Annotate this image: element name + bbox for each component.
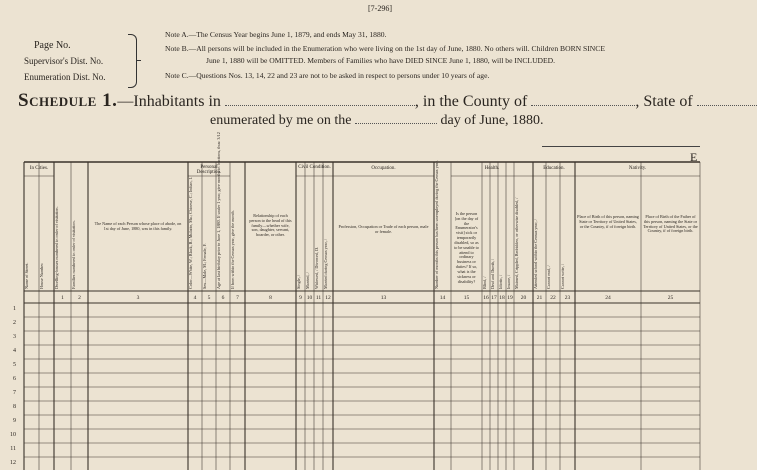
column-number-8: 8 (269, 295, 272, 301)
group-civil: Civil Condition. (298, 165, 331, 170)
row-number-2: 2 (13, 320, 16, 326)
header-maimed: Maimed, Crippled, Bedridden, or otherwise disabled, / (514, 197, 519, 289)
enumerated-text: enumerated by me on the (210, 113, 352, 128)
header-widowed: Widowed, / Divorced, D. (314, 246, 319, 289)
row-number-1: 1 (13, 306, 16, 312)
note-c: Note C.—Questions Nos. 13, 14, 22 and 23 are not to be asked in respect to persons under 10 years of age. (165, 71, 490, 80)
header-school: Attended school within the Census year, / (533, 219, 538, 289)
column-number-24: 24 (605, 295, 611, 301)
column-number-23: 23 (564, 295, 571, 301)
supervisor-dist-label: Supervisor's Dist. No. (24, 56, 104, 66)
header-cannot-write: Cannot write, / (560, 263, 565, 289)
header-relationship: Relationship of each person to the head of this family—whether wife, son, daughter, servant, boarder, or other. (249, 213, 292, 238)
right-fragment: E (690, 150, 698, 164)
day-of-june-text: day of June, 1880. (440, 113, 544, 128)
group-occupation: Occupation. (371, 166, 396, 171)
form-number: [7-296] (368, 4, 392, 13)
column-number-11: 11 (315, 295, 322, 301)
group-health: Health. (484, 166, 500, 171)
schedule-title: Schedule 1. (18, 90, 118, 111)
header-age: Age at last birthday prior to June 1, 1880. If under 1 year, give months in fractions, thus: 3/12 (216, 132, 221, 289)
state-text: , State of (635, 93, 693, 110)
header-name: The Name of each Person whose place of abode, on 1st day of June, 1880, was in this family. (94, 221, 182, 231)
row-number-8: 8 (13, 404, 16, 410)
header-idiotic: Idiotic, / (498, 274, 503, 289)
header-dwelling: Dwelling-houses numbered in order of visitation. (54, 206, 59, 289)
column-number-21: 21 (536, 295, 543, 301)
header-months-unemployed: Number of months this person has been unemployed during the Census year. (434, 160, 439, 289)
row-number-3: 3 (13, 334, 16, 340)
header-street: Name of Street. (24, 262, 29, 289)
header-married: Married, / (305, 272, 310, 289)
row-number-6: 6 (13, 376, 16, 382)
header-sick: Is the person [on the day of the Enumerator's visit] sick or temporarily disabled, so as to be unable to attend to ordinary business or duties? If so, what is the sickness or disability? (454, 211, 479, 284)
column-number-9: 9 (299, 295, 302, 301)
column-number-15: 15 (463, 295, 470, 301)
column-number-2: 2 (78, 295, 81, 301)
note-a: Note A.—The Census Year begins June 1, 1879, and ends May 31, 1880. (165, 30, 387, 39)
note-b-continued: June 1, 1880 will be OMITTED. Members of Families who have DIED SINCE June 1, 1880, will be INCLUDED. (206, 56, 556, 65)
row-number-7: 7 (13, 390, 16, 396)
column-number-17: 17 (491, 295, 497, 301)
header-single: Single, / (296, 275, 301, 289)
column-number-25: 25 (667, 295, 674, 301)
enumeration-dist-label: Enumeration Dist. No. (24, 72, 106, 82)
group-in-cities: In Cities. (29, 166, 49, 171)
inhabitants-text: —Inhabitants in (117, 93, 221, 110)
group-personal: Personal Description. (196, 165, 222, 175)
header-married-year: Married during Census year, / (323, 239, 328, 289)
column-number-6: 6 (221, 295, 225, 301)
header-birth-father: Place of Birth of the Father of this person, naming the State or Territory of United States, or the Country, if of foreign birth. (643, 214, 698, 234)
row-number-12: 12 (10, 460, 16, 466)
column-number-18: 18 (499, 295, 505, 301)
row-number-9: 9 (13, 418, 16, 424)
state-blank[interactable] (697, 105, 757, 106)
header-families: Families numbered in order of visitation. (71, 220, 76, 289)
column-number-16: 16 (483, 295, 489, 301)
column-number-4: 4 (193, 295, 197, 301)
column-number-20: 20 (520, 295, 527, 301)
column-number-19: 19 (507, 295, 513, 301)
group-education: Education. (543, 166, 565, 171)
header-birth-person: Place of Birth of this person, naming State or Territory of United States, or the Country, if of foreign birth. (577, 214, 639, 229)
column-number-13: 13 (380, 295, 387, 301)
header-profession: Profession, Occupation or Trade of each person, male or female. (338, 224, 429, 234)
header-sex: Sex—Male, M.; Female, F. (202, 243, 207, 289)
row-number-11: 11 (10, 446, 16, 452)
page-no-label: Page No. (34, 40, 71, 51)
header-color: Color—White, W.; Black, B.; Mulatto, Mu.; Chinese, C.; Indian, I. (188, 176, 193, 289)
note-b: Note B.—All persons will be included in the Enumeration who were living on the 1st day of June, 1880. No others will. Children BORN SINCE (165, 44, 605, 53)
header-house: House Number. (39, 262, 44, 289)
column-number-5: 5 (207, 295, 211, 301)
group-nativity: Nativity. (628, 166, 647, 171)
header-deaf: Deaf and Dumb, / (490, 258, 495, 289)
column-number-10: 10 (306, 295, 313, 301)
column-number-14: 14 (439, 295, 446, 301)
column-number-12: 12 (325, 295, 331, 301)
county-text: , in the County of (414, 93, 528, 110)
column-number-1: 1 (61, 295, 64, 301)
column-number-3: 3 (136, 295, 140, 301)
row-number-10: 10 (10, 432, 16, 438)
header-insane: Insane, / (506, 274, 511, 289)
header-born-month: If born within the Census year, give the month. (230, 210, 235, 289)
column-number-22: 22 (550, 295, 556, 301)
column-number-7: 7 (236, 295, 239, 301)
header-cannot-read: Cannot read, / (546, 265, 551, 289)
header-blind: Blind, / (482, 276, 487, 289)
row-number-4: 4 (13, 348, 16, 354)
row-number-5: 5 (13, 362, 16, 368)
